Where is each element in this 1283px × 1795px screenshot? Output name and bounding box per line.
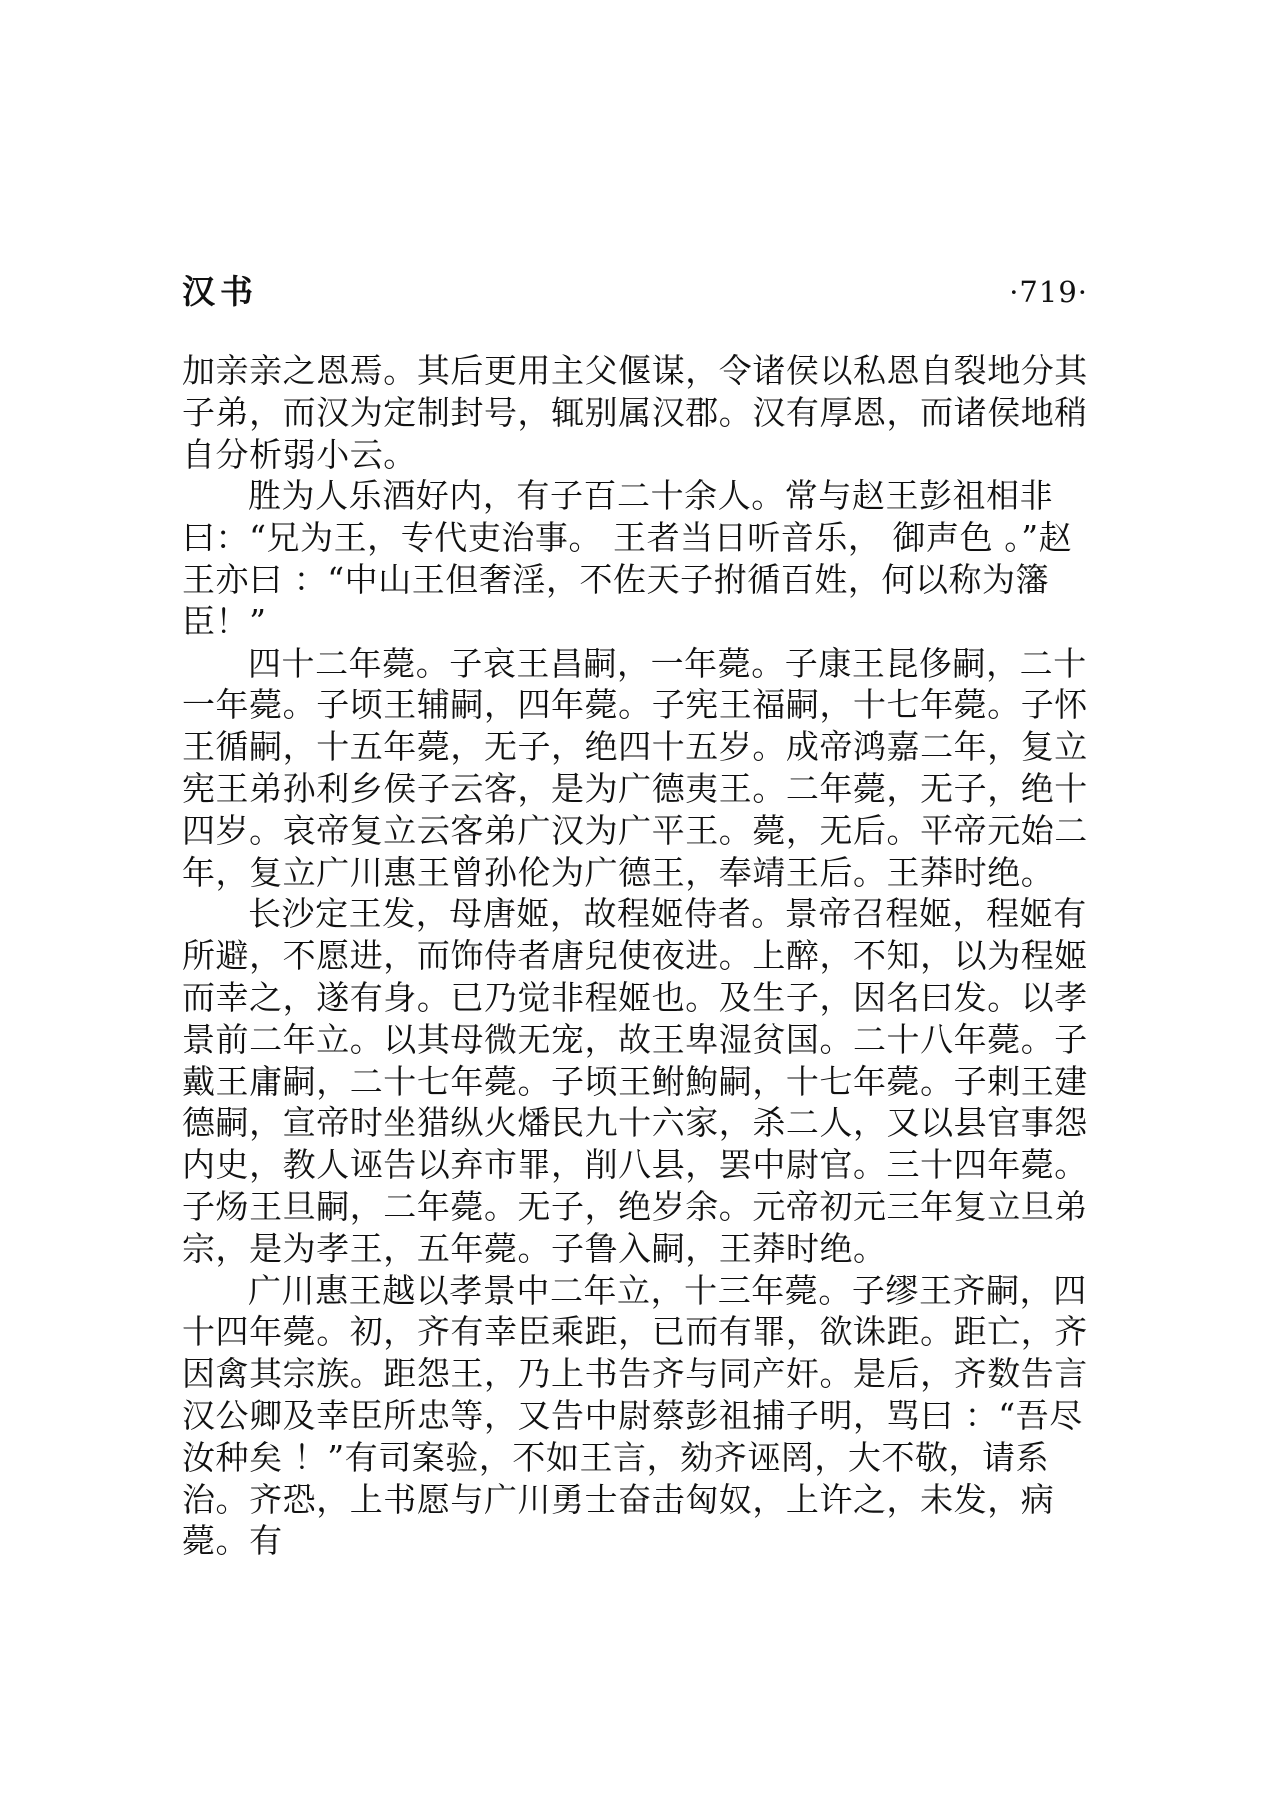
- paragraph: 长沙定王发，母唐姬，故程姬侍者。景帝召程姬，程姬有所避，不愿进，而饰侍者唐兒使夜进。上醉，不知，以为程姬而幸之，遂有身。已乃觉非程姬也。及生子，因名曰发。以孝景前二年立。以其母微无宠，故王卑湿贫国。二十八年薨。子戴王庸嗣，二十七年薨。子顷王鲋鮈嗣，十七年薨。子剌王建德嗣，宣帝时坐猎纵火燔民九十六家，杀二人，又以县官事怨内史，教人诬告以弃市罪，削八县，罢中尉官。三十四年薨。子炀王旦嗣，二年薨。无子，绝岁余。元帝初元三年复立旦弟宗，是为孝王，五年薨。子鲁入嗣，王莽时绝。: [182, 894, 1088, 1268]
- paragraph: 四十二年薨。子哀王昌嗣，一年薨。子康王昆侈嗣，二十一年薨。子顷王辅嗣，四年薨。子宪王福嗣，十七年薨。子怀王循嗣，十五年薨，无子，绝四十五岁。成帝鸿嘉二年，复立宪王弟孙利乡侯子云客，是为广德夷王。二年薨，无子，绝十四岁。哀帝复立云客弟广汉为广平王。薨，无后。平帝元始二年，复立广川惠王曾孙伦为广德王，奉靖王后。王莽时绝。: [182, 643, 1088, 892]
- page-number: ·719·: [1009, 275, 1088, 309]
- paragraph: 广川惠王越以孝景中二年立，十三年薨。子缪王齐嗣，四十四年薨。初，齐有幸臣乘距，已而有罪，欲诛距。距亡，齐因禽其宗族。距怨王，乃上书告齐与同产奸。是后，齐数告言汉公卿及幸臣所忠等，又告中尉蔡彭祖捕子明，骂曰 ：“吾尽汝种矣 ！”有司案验，不如王言，劾齐诬罔，大不敬，请系治。齐恐，上书愿与广川勇士奋击匈奴，上许之，未发，病薨。有: [182, 1270, 1088, 1561]
- running-title: 汉书: [182, 272, 258, 311]
- body-text: [182, 350, 1102, 1562]
- page-header: [182, 268, 1088, 316]
- paragraph-continued: 加亲亲之恩焉。其后更用主父偃谋，令诸侯以私恩自裂地分其子弟，而汉为定制封号，辄别属汉郡。汉有厚恩，而诸侯地稍自分析弱小云。: [182, 351, 1088, 474]
- paragraph: 胜为人乐酒好内，有子百二十余人。常与赵王彭祖相非曰：“兄为王，专代吏治事。 王者当日听音乐， 御声色 。”赵王亦曰 ：“中山王但奢淫，不佐天子拊循百姓，何以称为籓臣！”: [182, 476, 1073, 641]
